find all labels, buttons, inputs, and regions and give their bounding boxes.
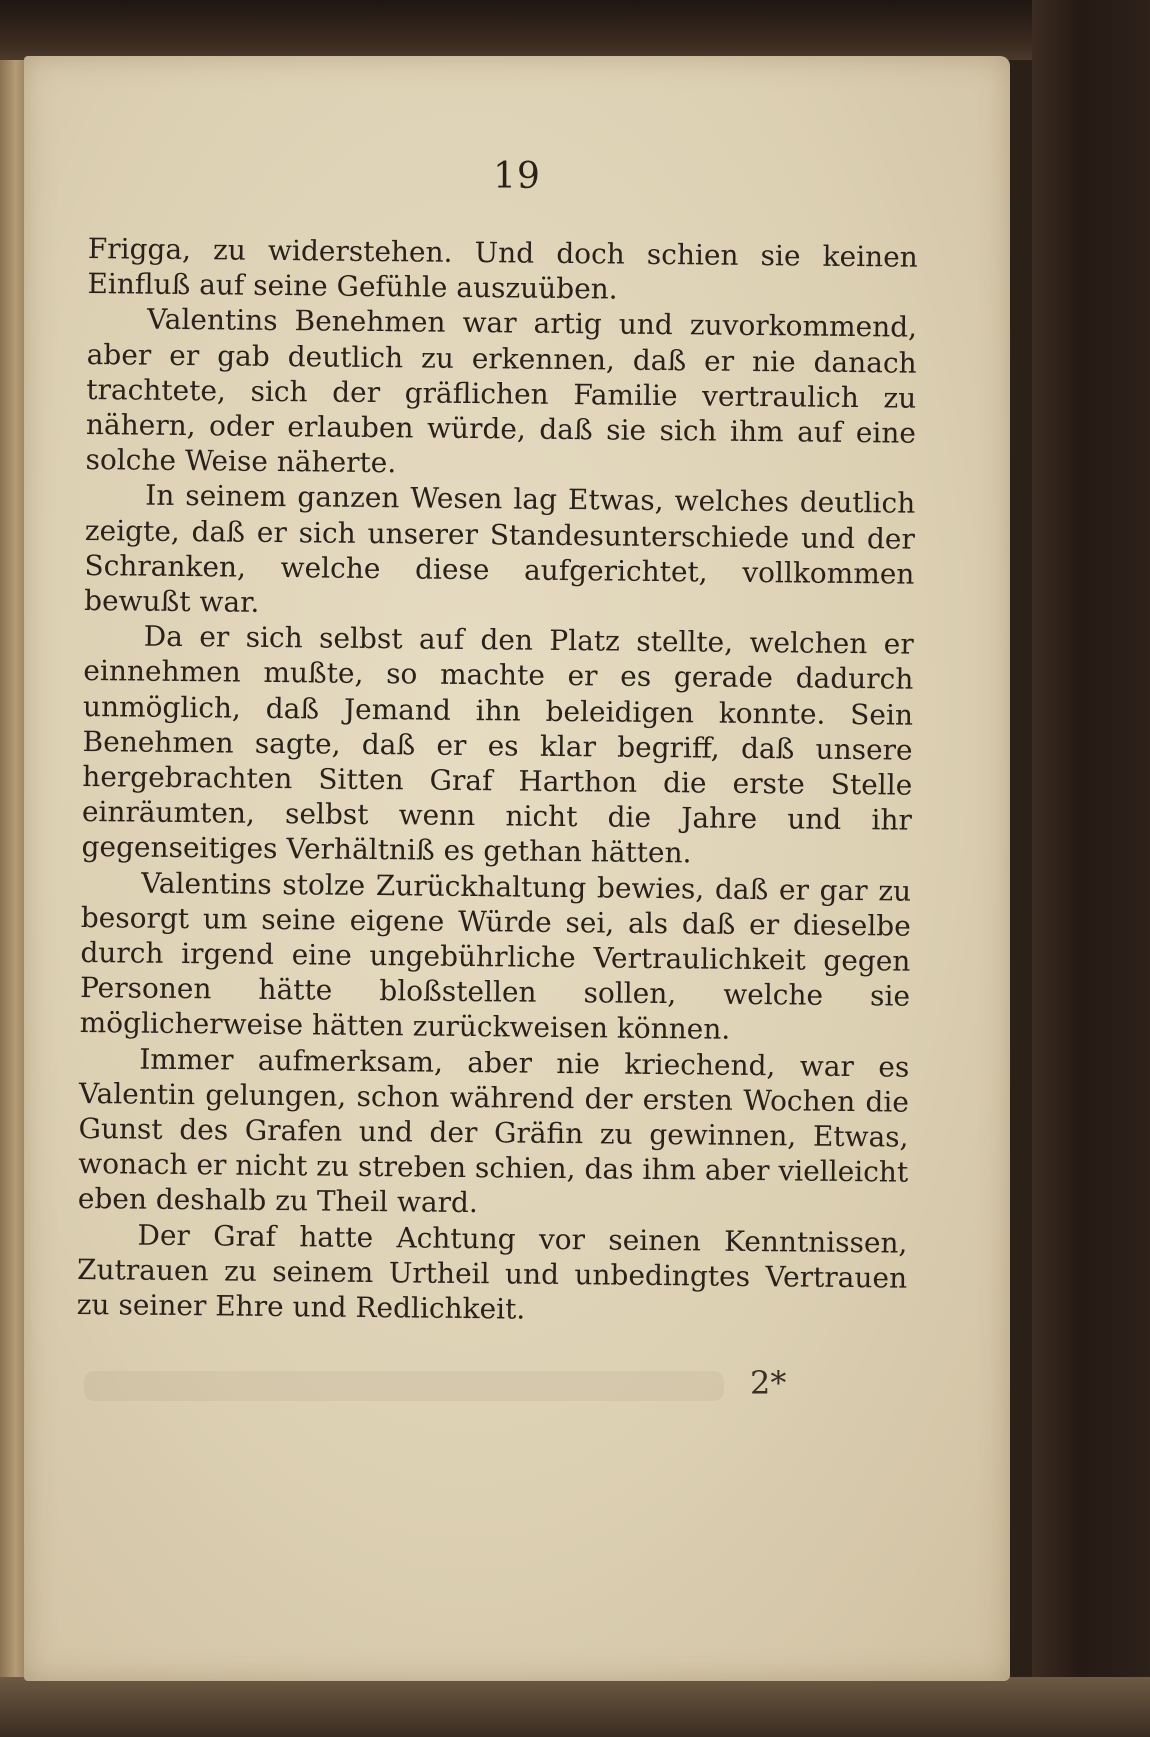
- paragraph: Valentins Benehmen war artig und zuvorkommend, aber er gab deutlich zu erkennen, daß er nie danach trachtete, sich der gräflichen Familie vertraulich zu nähern, oder erlauben würde, daß sie sich ihm auf eine solche Weise näherte.: [85, 303, 918, 480]
- faded-bleed-through: [84, 1371, 724, 1401]
- book-bottom-edge: [0, 1677, 1150, 1737]
- book-page: [24, 56, 1010, 1681]
- paragraph: Immer aufmerksam, aber nie kriechend, war es Valentin gelungen, schon während der ersten Wochen die Gunst des Grafen und der Gräfin zu gewinnen, Etwas, wonach er nicht zu streben schien, das ihm aber vielleicht eben deshalb zu Theil ward.: [77, 1042, 910, 1220]
- paragraph: Frigga, zu widerstehen. Und doch schien sie keinen Einfluß auf seine Gefühle auszuüben.: [87, 231, 918, 306]
- paragraph: In seinem ganzen Wesen lag Etwas, welches deutlich zeigte, daß er sich unserer Standesunterschiede und der Schranken, welche diese aufgerichtet, vollkommen bewußt war.: [83, 479, 916, 619]
- paragraph: Der Graf hatte Achtung vor seinen Kenntnissen, Zutrauen zu seinem Urtheil und unbedingtes Vertrauen zu seiner Ehre und Redlichkeit.: [76, 1218, 908, 1326]
- book-spine-top: [0, 0, 1150, 60]
- paragraph: Da er sich selbst auf den Platz stellte, welchen er einnehmen mußte, so machte er es gerade dadurch unmöglich, daß Jemand ihn beleidigen konnte. Sein Benehmen sagte, daß er es klar begriff, daß unsere hergebrachten Sitten Graf Harthon die erste Stelle einräumten, selbst wenn nicht die Jahre und ihr gegenseitiges Verhältniß es gethan hätten.: [81, 619, 914, 870]
- paragraph: Valentins stolze Zurückhaltung bewies, daß er gar zu besorgt um seine eigene Würde sei, als daß er dieselbe durch irgend eine ungebührliche Vertraulichkeit gegen Personen hätte bloßstellen sollen, welche sie möglicherweise hätten zurückweisen können.: [79, 866, 912, 1047]
- page-number: 19: [493, 156, 541, 197]
- page-left-edge: [0, 60, 26, 1680]
- body-text: [77, 231, 918, 1331]
- book-cover-right: [1032, 0, 1150, 1737]
- printer-signature-mark: 2*: [750, 1364, 787, 1402]
